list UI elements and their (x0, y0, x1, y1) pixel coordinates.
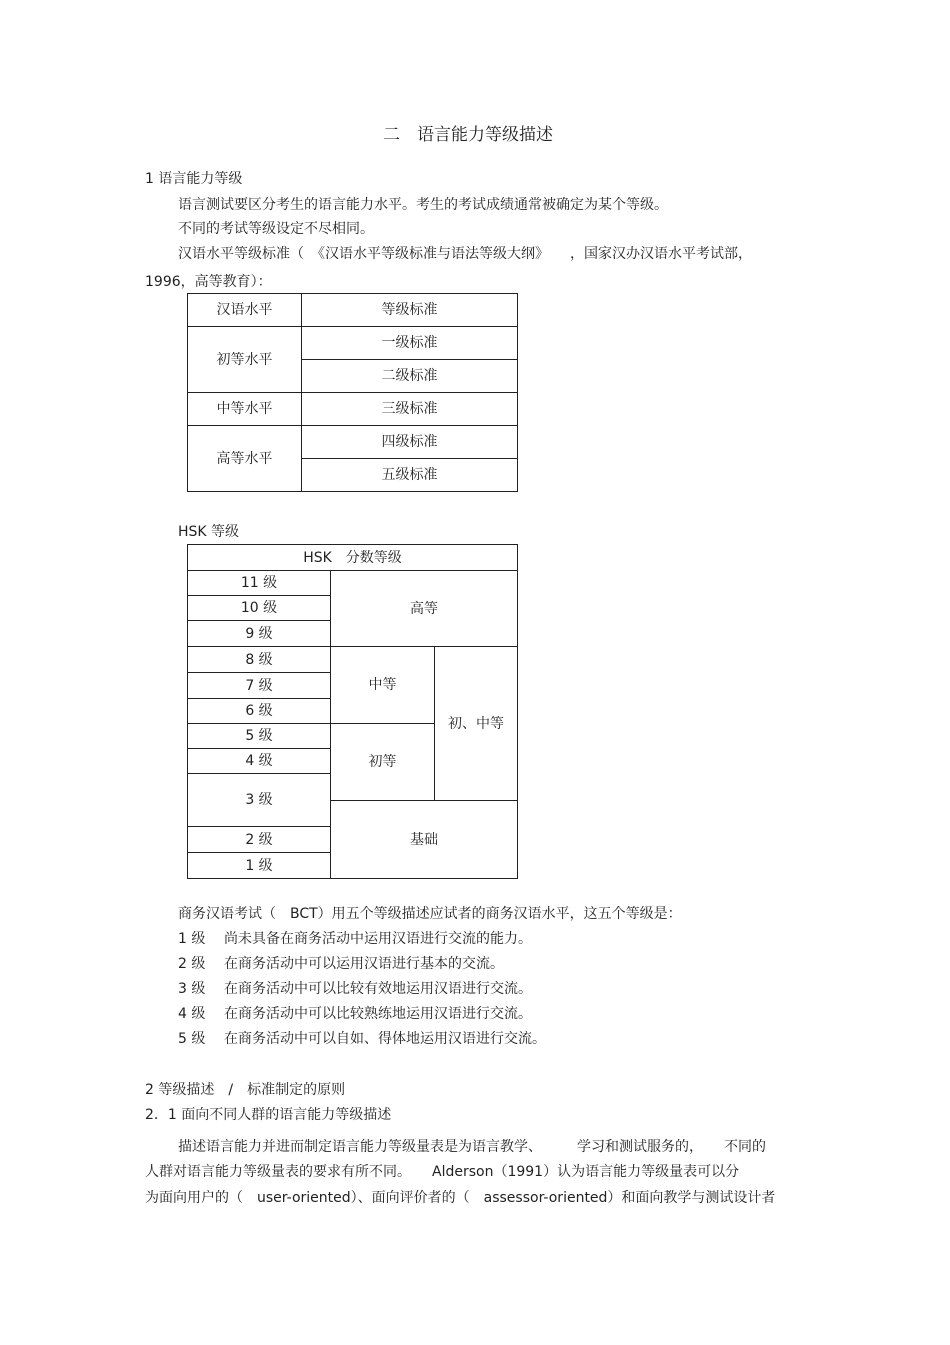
level-cell: 高等水平 (188, 426, 302, 492)
level-cell: 8 级 (188, 647, 331, 673)
table-header-row (188, 545, 518, 571)
section-1-heading: 1 语言能力等级 (145, 171, 243, 187)
band-basic-cell: 基础 (331, 801, 518, 879)
paragraph-2: 不同的考试等级设定不尽相同。 (178, 221, 374, 237)
paragraph-1: 语言测试要区分考生的语言能力水平。考生的考试成绩通常被确定为某个等级。 (178, 197, 668, 213)
standard-cell: 二级标准 (302, 360, 518, 393)
paragraph-3-line-1: 汉语水平等级标准（ 《汉语水平等级标准与语法等级大纲》 ，国家汉办汉语水平考试部， (178, 246, 752, 262)
table-header-row (188, 294, 518, 327)
table-row (188, 571, 518, 596)
band-advanced-cell: 高等 (331, 571, 518, 647)
band-intermediate-cell: 中等 (331, 647, 435, 724)
bct-level-number: 2 级 (178, 956, 206, 972)
level-cell: 4 级 (188, 749, 331, 774)
section-2-1-heading: 2．1 面向不同人群的语言能力等级描述 (145, 1107, 392, 1123)
level-cell: 2 级 (188, 827, 331, 853)
level-cell: 中等水平 (188, 393, 302, 426)
table-row (188, 393, 518, 426)
level-cell: 初等水平 (188, 327, 302, 393)
level-cell: 9 级 (188, 621, 331, 647)
standard-cell: 一级标准 (302, 327, 518, 360)
standard-cell: 四级标准 (302, 426, 518, 459)
level-cell: 10 级 (188, 596, 331, 621)
table-row (188, 327, 518, 360)
section-2-line-2: 人群对语言能力等级量表的要求有所不同。 Alderson（1991）认为语言能力等级量表可以分 (145, 1164, 740, 1180)
bct-level-description: 尚未具备在商务活动中运用汉语进行交流的能力。 (224, 931, 532, 947)
bct-level-number: 4 级 (178, 1006, 206, 1022)
bct-intro: 商务汉语考试（ BCT）用五个等级描述应试者的商务汉语水平，这五个等级是： (178, 906, 682, 922)
section-2-line-1: 描述语言能力并进而制定语言能力等级量表是为语言教学、 学习和测试服务的， 不同的 (178, 1139, 766, 1155)
level-cell: 3 级 (188, 774, 331, 827)
band-elem-inter-cell: 初、中等 (435, 647, 518, 801)
level-cell: 6 级 (188, 699, 331, 724)
bct-level-description: 在商务活动中可以比较熟练地运用汉语进行交流。 (224, 1006, 532, 1022)
table-row (188, 426, 518, 459)
section-2-line-3: 为面向用户的（ user-oriented）、面向评价者的（ assessor-oriented）和面向教学与测试设计者 (145, 1190, 776, 1206)
bct-level-description: 在商务活动中可以比较有效地运用汉语进行交流。 (224, 981, 532, 997)
bct-level-number: 5 级 (178, 1031, 206, 1047)
table-header-cell: 汉语水平 (188, 294, 302, 327)
level-cell: 11 级 (188, 571, 331, 596)
standard-cell: 五级标准 (302, 459, 518, 492)
level-cell: 7 级 (188, 673, 331, 699)
bct-level-list (178, 930, 778, 1060)
bct-level-number: 3 级 (178, 981, 206, 997)
hsk-standard-table (187, 293, 518, 492)
table-header-cell: 等级标准 (302, 294, 518, 327)
band-elementary-cell: 初等 (331, 724, 435, 801)
hsk-label: HSK 等级 (178, 524, 240, 540)
section-2-heading: 2 等级描述 / 标准制定的原则 (145, 1082, 346, 1098)
bct-level-number: 1 级 (178, 931, 206, 947)
table-header-cell: HSK 分数等级 (188, 545, 518, 571)
table-row (188, 647, 518, 673)
hsk-score-table (187, 544, 518, 879)
level-cell: 5 级 (188, 724, 331, 749)
paragraph-3-line-2: 1996，高等教育）： (145, 274, 272, 290)
bct-level-description: 在商务活动中可以自如、得体地运用汉语进行交流。 (224, 1031, 546, 1047)
page-title: 二 语言能力等级描述 (383, 125, 553, 145)
bct-level-description: 在商务活动中可以运用汉语进行基本的交流。 (224, 956, 504, 972)
level-cell: 1 级 (188, 853, 331, 879)
standard-cell: 三级标准 (302, 393, 518, 426)
